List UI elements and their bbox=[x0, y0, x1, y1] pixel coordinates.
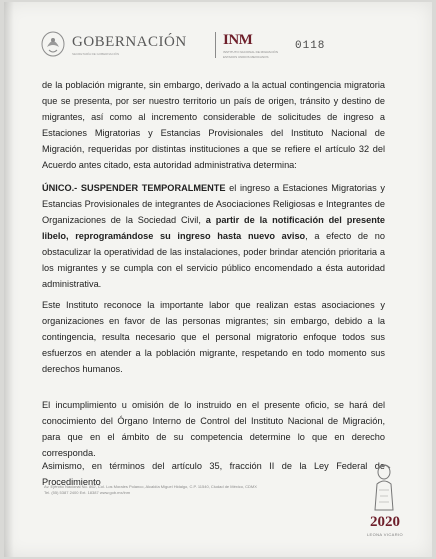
resolution-lead: ÚNICO.- SUSPENDER TEMPORALMENTE bbox=[42, 183, 226, 193]
paragraph-legal-basis: Asimismo, en términos del artículo 35, fracción II de la Ley Federal de Procedimiento bbox=[42, 461, 385, 487]
footer-address bbox=[44, 484, 294, 496]
ministry-name: GOBERNACIÓN bbox=[72, 34, 187, 50]
footer-address-line: Av. Ejército Nacional No. 862, Col. Los Morales Polanco, Alcaldía Miguel Hidalgo, C.P. 11540, Ciudad de México, CDMX bbox=[44, 484, 257, 489]
leona-vicario-label: LEONA VICARIO bbox=[366, 532, 404, 537]
footer-contact-line: Tel. (55) 5387 2400 Ext. 18387 www.gob.mx/inm bbox=[44, 490, 131, 495]
paragraph-intro: de la población migrante, sin embargo, derivado a la actual contingencia migratoria que se presenta, por ser nuestro territorio un país de origen, tránsito y destino de migrantes, así como al incremento considerable de solicitudes de ingreso a Estaciones Migratorias y Estancias Provisionales del Instituto Nacional de Migración, requeridas por distintas instituciones a que se refiere el artículo 32 del Acuerdo antes citado, esta autoridad administrativa determina: bbox=[42, 80, 385, 170]
resolution-text: el ingreso a Estaciones Migratorias y Estancias Provisionales de integrantes de Asociaciones Religiosas e Integrantes de Organizaciones de la Sociedad Civil, bbox=[42, 183, 385, 225]
document-page bbox=[4, 2, 432, 557]
ministry-subtitle: SECRETARÍA DE GOBERNACIÓN bbox=[72, 52, 120, 56]
inm-logo: INM bbox=[223, 32, 253, 48]
paragraph-recognition: Este Instituto reconoce la importante labor que realizan estas asociaciones y organizaciones en favor de las personas migrantes; sin embargo, debido a la contingencia, resulta necesario que el personal migratorio enfoque todos sus esfuerzos en atender a la población migrante, respetando en todo momento sus derechos humanos. bbox=[42, 300, 385, 374]
page-fold-shadow bbox=[4, 2, 14, 557]
year-emblem bbox=[349, 462, 419, 554]
paragraph-noncompliance: El incumplimiento u omisión de lo instruido en el presente oficio, se hará del conocimiento del Órgano Interno de Control del Instituto Nacional de Migración, para que en el ámbito de su competencia determine lo que en derecho corresponda. bbox=[42, 400, 385, 458]
header-divider bbox=[215, 32, 216, 58]
national-seal-icon bbox=[40, 30, 66, 58]
folio-number: 0118 bbox=[295, 40, 326, 52]
leona-vicario-portrait-icon bbox=[369, 462, 399, 512]
paragraph-resolution bbox=[42, 180, 385, 292]
letterhead bbox=[40, 30, 420, 62]
inm-subtitle-2: ESTADOS UNIDOS MEXICANOS bbox=[223, 55, 269, 59]
inm-subtitle: INSTITUTO NACIONAL DE MIGRACIÓN bbox=[223, 50, 279, 54]
resolution-emphasis: a partir de la notificación del presente libelo, reprogramándose su ingreso hasta nuevo aviso bbox=[42, 215, 386, 241]
resolution-end: , a efecto de no obstaculizar la operatividad de las instalaciones, poder brindar atención prioritaria a los migrantes y se cumpla con el servicio público encomendado a ésta autoridad administrativa. bbox=[42, 231, 385, 289]
year-label: 2020 bbox=[370, 514, 400, 530]
